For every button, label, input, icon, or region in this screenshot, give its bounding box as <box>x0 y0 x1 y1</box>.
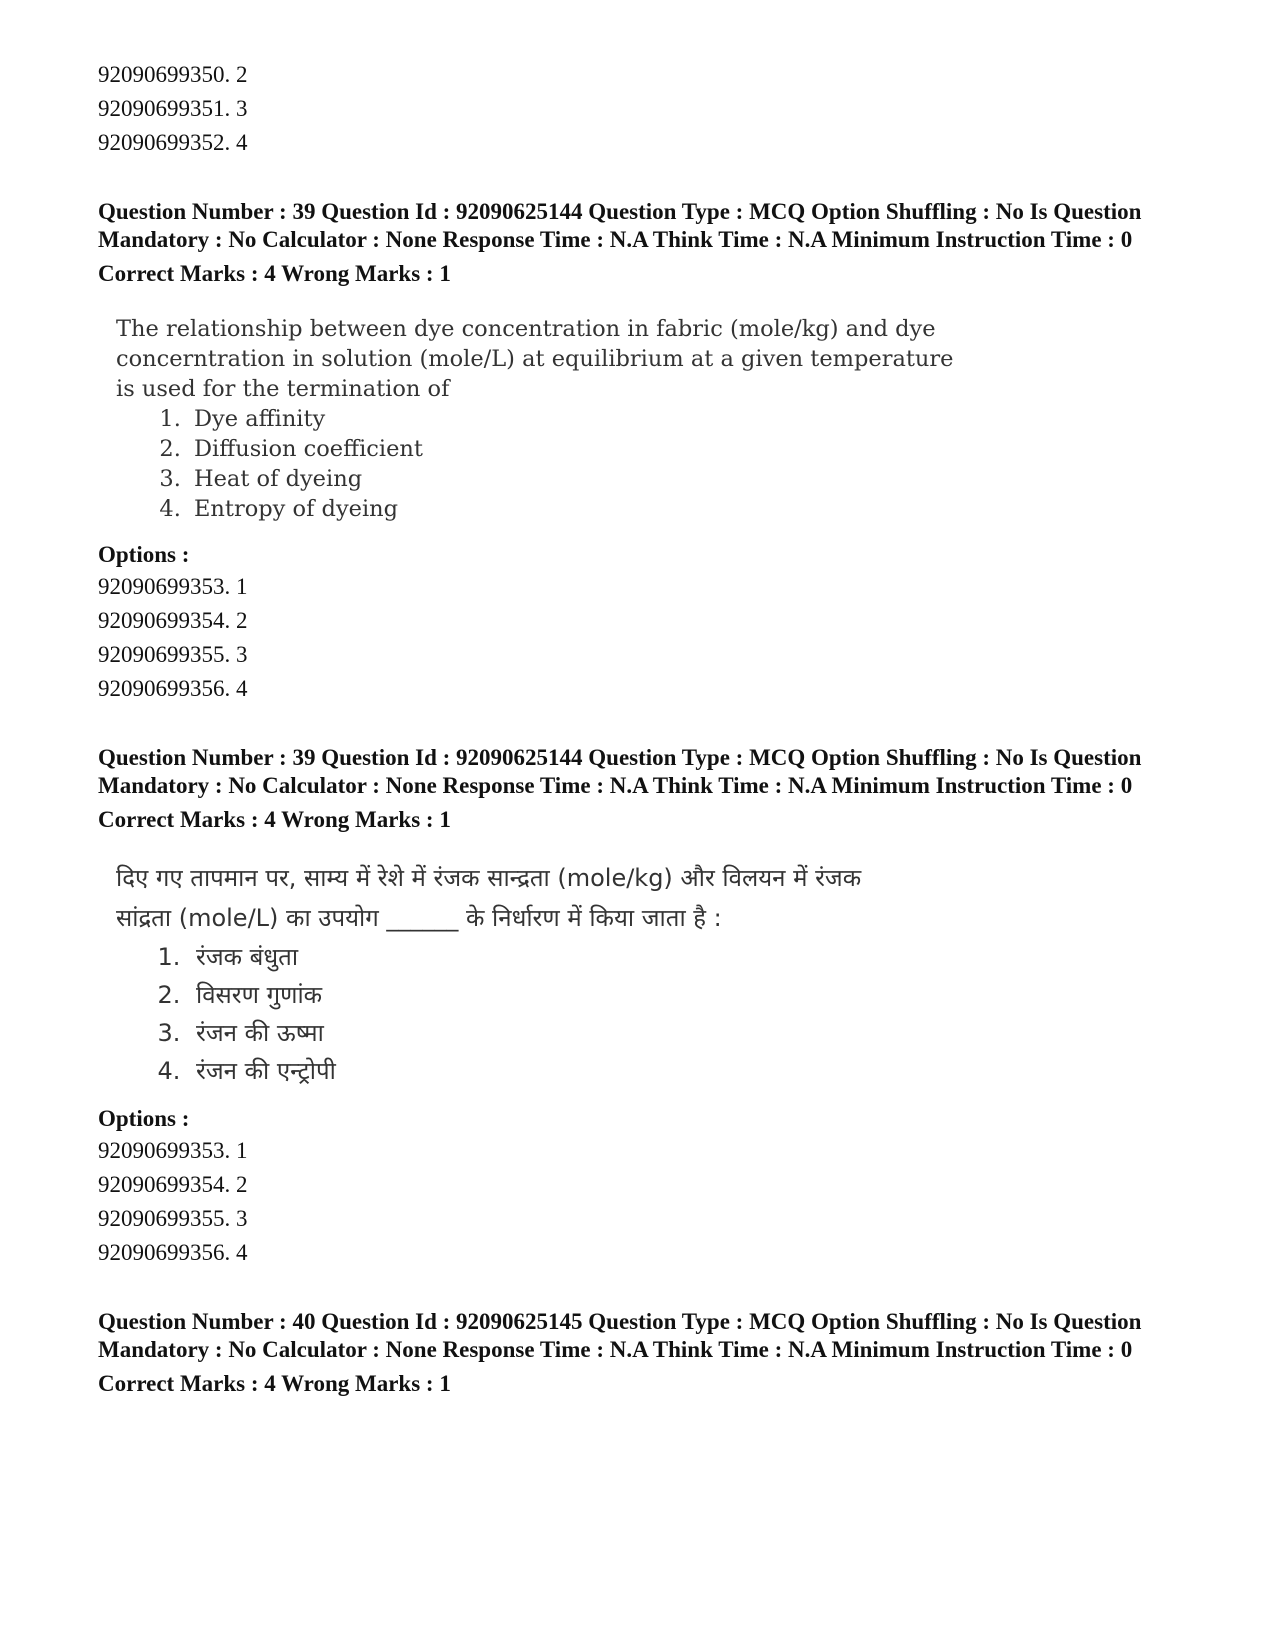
option-line: 92090699355. 3 <box>98 642 248 667</box>
question-marks: Correct Marks : 4 Wrong Marks : 1 <box>98 807 451 832</box>
document-page <box>98 58 1178 1398</box>
options-label: Options : <box>98 1106 190 1131</box>
option-line: 92090699354. 2 <box>98 1172 248 1197</box>
option-line: 92090699354. 2 <box>98 608 248 633</box>
option-line: 92090699350. 2 <box>98 62 248 87</box>
spacer <box>98 1270 1178 1308</box>
question-choices <box>116 404 1178 524</box>
option-line: 92090699356. 4 <box>98 676 248 701</box>
question-block-40 <box>98 1308 1178 1398</box>
option-line: 92090699356. 4 <box>98 1240 248 1265</box>
option-line: 92090699351. 3 <box>98 96 248 121</box>
option-line: 92090699352. 4 <box>98 130 248 155</box>
question-choice: 1. रंजक बंधुता <box>188 938 1178 976</box>
question-image-hindi <box>116 858 1178 1090</box>
options-label: Options : <box>98 542 190 567</box>
option-line: 92090699355. 3 <box>98 1206 248 1231</box>
question-choices <box>116 938 1178 1090</box>
spacer <box>98 160 1178 198</box>
question-block-39-english <box>98 198 1178 706</box>
question-block-39-hindi <box>98 744 1178 1270</box>
question-choice: 2. विसरण गुणांक <box>188 976 1178 1014</box>
options-list <box>98 1134 1178 1270</box>
question-header: Question Number : 40 Question Id : 92090625145 Question Type : MCQ Option Shuffling : No Is Question Mandatory : No Calculator : None Response Time : N.A Think Time : N.A Minimum Instruction Time : 0 <box>98 1309 1142 1362</box>
question-choice: 1. Dye affinity <box>188 404 1178 434</box>
option-line: 92090699353. 1 <box>98 574 248 599</box>
question-choice: 2. Diffusion coefficient <box>188 434 1178 464</box>
question-stem: The relationship between dye concentration in fabric (mole/kg) and dye concerntration in solution (mole/L) at equilibrium at a given temperature is used for the termination of <box>116 316 954 402</box>
options-list <box>98 570 1178 706</box>
question-choice: 4. Entropy of dyeing <box>188 494 1178 524</box>
question-choice: 3. रंजन की ऊष्मा <box>188 1014 1178 1052</box>
question-header: Question Number : 39 Question Id : 92090625144 Question Type : MCQ Option Shuffling : No Is Question Mandatory : No Calculator : None Response Time : N.A Think Time : N.A Minimum Instruction Time : 0 <box>98 199 1142 252</box>
question-marks: Correct Marks : 4 Wrong Marks : 1 <box>98 1371 451 1396</box>
question-marks: Correct Marks : 4 Wrong Marks : 1 <box>98 261 451 286</box>
question-image-english <box>116 314 1178 524</box>
previous-options-list <box>98 58 1178 160</box>
question-header: Question Number : 39 Question Id : 92090625144 Question Type : MCQ Option Shuffling : No Is Question Mandatory : No Calculator : None Response Time : N.A Think Time : N.A Minimum Instruction Time : 0 <box>98 745 1142 798</box>
question-stem: दिए गए तापमान पर, साम्य में रेशे में रंजक सान्द्रता (mole/kg) और विलयन में रंजक सांद्रता (mole/L) का उपयोग ______ के निर्धारण में किया जाता है : <box>116 864 862 932</box>
question-choice: 4. रंजन की एन्ट्रोपी <box>188 1052 1178 1090</box>
question-choice: 3. Heat of dyeing <box>188 464 1178 494</box>
spacer <box>98 706 1178 744</box>
option-line: 92090699353. 1 <box>98 1138 248 1163</box>
